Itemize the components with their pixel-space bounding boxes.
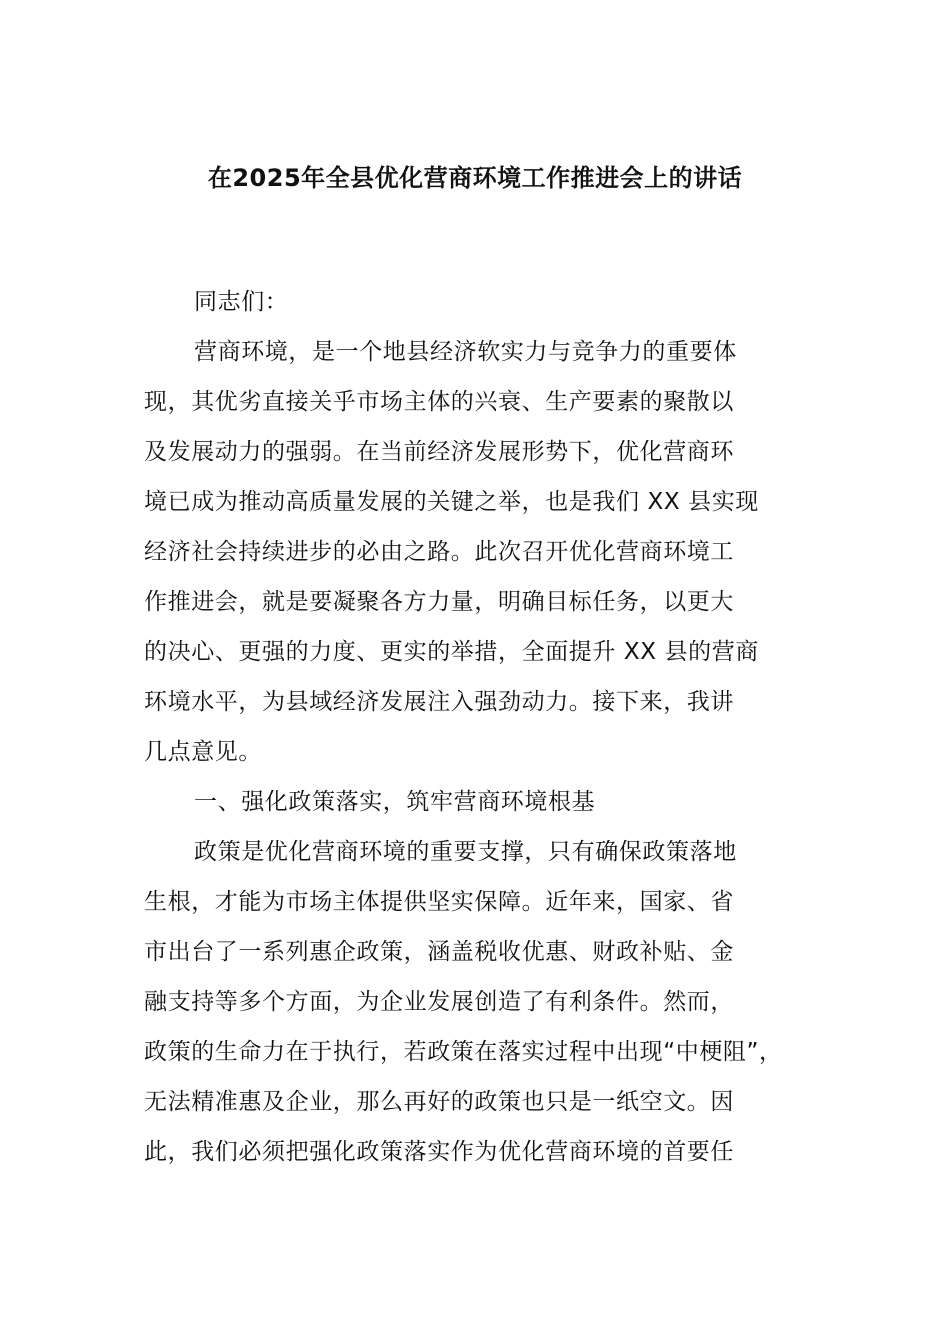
- paragraph-line: 营商环境，是一个地县经济软实力与竞争力的重要体: [194, 339, 737, 365]
- paragraph-line: 融支持等多个方面，为企业发展创造了有利条件。然而，: [144, 989, 734, 1015]
- paragraph-line: 及发展动力的强弱。在当前经济发展形势下，优化营商环: [144, 439, 734, 465]
- paragraph-line: 政策的生命力在于执行，若政策在落实过程中出现“中梗阻”，: [144, 1039, 783, 1065]
- paragraph-line: 无法精准惠及企业，那么再好的政策也只是一纸空文。因: [144, 1089, 734, 1115]
- salutation-line: 同志们：: [194, 289, 289, 315]
- paragraph-line: 经济社会持续进步的必由之路。此次召开优化营商环境工: [144, 539, 734, 565]
- document-title: 在2025年全县优化营商环境工作推进会上的讲话: [207, 164, 743, 192]
- paragraph-line: 政策是优化营商环境的重要支撑，只有确保政策落地: [194, 839, 737, 865]
- paragraph-line: 境已成为推动高质量发展的关键之举，也是我们 XX 县实现: [144, 489, 759, 515]
- paragraph-line: 的决心、更强的力度、更实的举措，全面提升 XX 县的营商: [144, 639, 759, 665]
- paragraph-line: 几点意见。: [144, 739, 262, 765]
- paragraph-line: 此，我们必须把强化政策落实作为优化营商环境的首要任: [144, 1139, 734, 1165]
- paragraph-line: 现，其优劣直接关乎市场主体的兴衰、生产要素的聚散以: [144, 389, 734, 415]
- paragraph-line: 作推进会，就是要凝聚各方力量，明确目标任务，以更大: [144, 589, 734, 615]
- document-body: [144, 277, 834, 1177]
- paragraph-line: 生根，才能为市场主体提供坚实保障。近年来，国家、省: [144, 889, 734, 915]
- paragraph-line: 市出台了一系列惠企政策，涵盖税收优惠、财政补贴、金: [144, 939, 734, 965]
- section-heading: 一、强化政策落实，筑牢营商环境根基: [194, 789, 596, 815]
- paragraph-line: 环境水平，为县域经济发展注入强劲动力。接下来，我讲: [144, 689, 734, 715]
